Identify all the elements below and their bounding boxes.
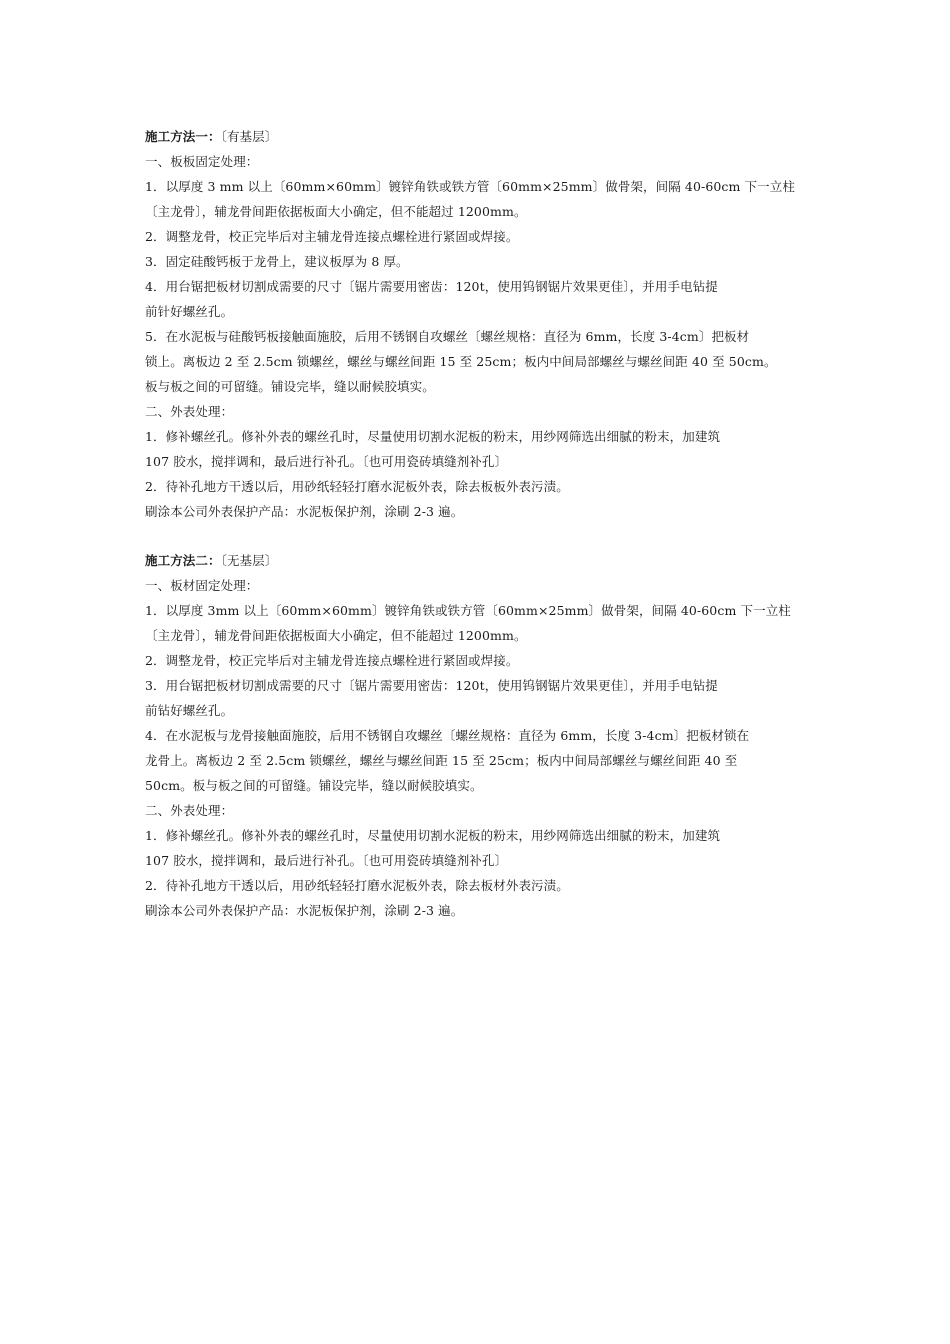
method-one-heading — [145, 124, 807, 149]
paragraph-line: 龙骨上。离板边 2 至 2.5cm 锁螺丝，螺丝与螺丝间距 15 至 25cm；板内中间局部螺丝与螺丝间距 40 至 — [145, 753, 738, 768]
paragraph-line: 5．在水泥板与硅酸钙板接触面施胶，后用不锈钢自攻螺丝〔螺丝规格：直径为 6mm，长度 3-4cm〕把板材 — [145, 329, 750, 344]
paragraph-line: 3．用台锯把板材切割成需要的尺寸〔锯片需要用密齿：120t，使用钨钢锯片效果更佳〕，并用手电钻提 — [145, 678, 718, 693]
paragraph-line: 刷涂本公司外表保护产品：水泥板保护剂，涂刷 2-3 遍。 — [145, 903, 464, 918]
paragraph-line: 107 胶水，搅拌调和，最后进行补孔。〔也可用瓷砖填缝剂补孔〕 — [145, 454, 508, 469]
paragraph-line: 〔主龙骨〕，辅龙骨间距依据板面大小确定，但不能超过 1200mm。 — [145, 628, 527, 643]
method-one-subtitle: 〔有基层〕 — [220, 129, 278, 144]
paragraph-line: 板与板之间的可留缝。铺设完毕，缝以耐候胶填实。 — [145, 379, 435, 394]
method-two-subtitle: 〔无基层〕 — [220, 553, 278, 568]
document-page — [145, 124, 807, 923]
paragraph-line: 一、板材固定处理： — [145, 578, 259, 593]
paragraph-line: 2．待补孔地方干透以后，用砂纸轻轻打磨水泥板外表，除去板板外表污渍。 — [145, 479, 569, 494]
paragraph-line: 2．调整龙骨，校正完毕后对主辅龙骨连接点螺栓进行紧固或焊接。 — [145, 653, 519, 668]
paragraph-line: 3．固定硅酸钙板于龙骨上，建议板厚为 8 厚。 — [145, 254, 409, 269]
method-two-section — [145, 548, 807, 923]
paragraph-line: 1．修补螺丝孔。修补外表的螺丝孔时，尽量使用切割水泥板的粉末，用纱网筛选出细腻的粉末，加建筑 — [145, 429, 721, 444]
paragraph-line: 一、板板固定处理： — [145, 154, 259, 169]
paragraph-line: 〔主龙骨〕，辅龙骨间距依据板面大小确定，但不能超过 1200mm。 — [145, 204, 527, 219]
method-two-title: 施工方法二： — [145, 553, 221, 568]
paragraph-line: 4．在水泥板与龙骨接触面施胶，后用不锈钢自攻螺丝〔螺丝规格：直径为 6mm，长度 3-4cm〕把板材锁在 — [145, 728, 750, 743]
paragraph-line: 前针好螺丝孔。 — [145, 304, 234, 319]
paragraph-line: 2．调整龙骨，校正完毕后对主辅龙骨连接点螺栓进行紧固或焊接。 — [145, 229, 519, 244]
paragraph-line: 1．修补螺丝孔。修补外表的螺丝孔时，尽量使用切割水泥板的粉末，用纱网筛选出细腻的粉末，加建筑 — [145, 828, 721, 843]
paragraph-line: 1．以厚度 3mm 以上〔60mm×60mm〕镀锌角铁或铁方管〔60mm×25mm〕做骨架，间隔 40-60cm 下一立柱 — [145, 603, 791, 618]
paragraph-line: 107 胶水，搅拌调和，最后进行补孔。〔也可用瓷砖填缝剂补孔〕 — [145, 853, 508, 868]
paragraph-line: 刷涂本公司外表保护产品：水泥板保护剂，涂刷 2-3 遍。 — [145, 504, 464, 519]
paragraph-line: 二、外表处理： — [145, 803, 234, 818]
paragraph-line: 2．待补孔地方干透以后，用砂纸轻轻打磨水泥板外表，除去板材外表污渍。 — [145, 878, 569, 893]
paragraph-line: 1．以厚度 3 mm 以上〔60mm×60mm〕镀锌角铁或铁方管〔60mm×25mm〕做骨架，间隔 40-60cm 下一立柱 — [145, 179, 795, 194]
paragraph-line: 前钻好螺丝孔。 — [145, 703, 234, 718]
method-two-heading — [145, 548, 807, 573]
paragraph-line: 50cm。板与板之间的可留缝。铺设完毕，缝以耐候胶填实。 — [145, 778, 483, 793]
paragraph-line: 锁上。离板边 2 至 2.5cm 锁螺丝，螺丝与螺丝间距 15 至 25cm；板内中间局部螺丝与螺丝间距 40 至 50cm。 — [145, 354, 777, 369]
paragraph-line: 二、外表处理： — [145, 404, 234, 419]
paragraph-line: 4．用台锯把板材切割成需要的尺寸〔锯片需要用密齿：120t，使用钨钢锯片效果更佳〕，并用手电钻提 — [145, 279, 718, 294]
method-one-section — [145, 124, 807, 524]
method-one-title: 施工方法一： — [145, 129, 221, 144]
